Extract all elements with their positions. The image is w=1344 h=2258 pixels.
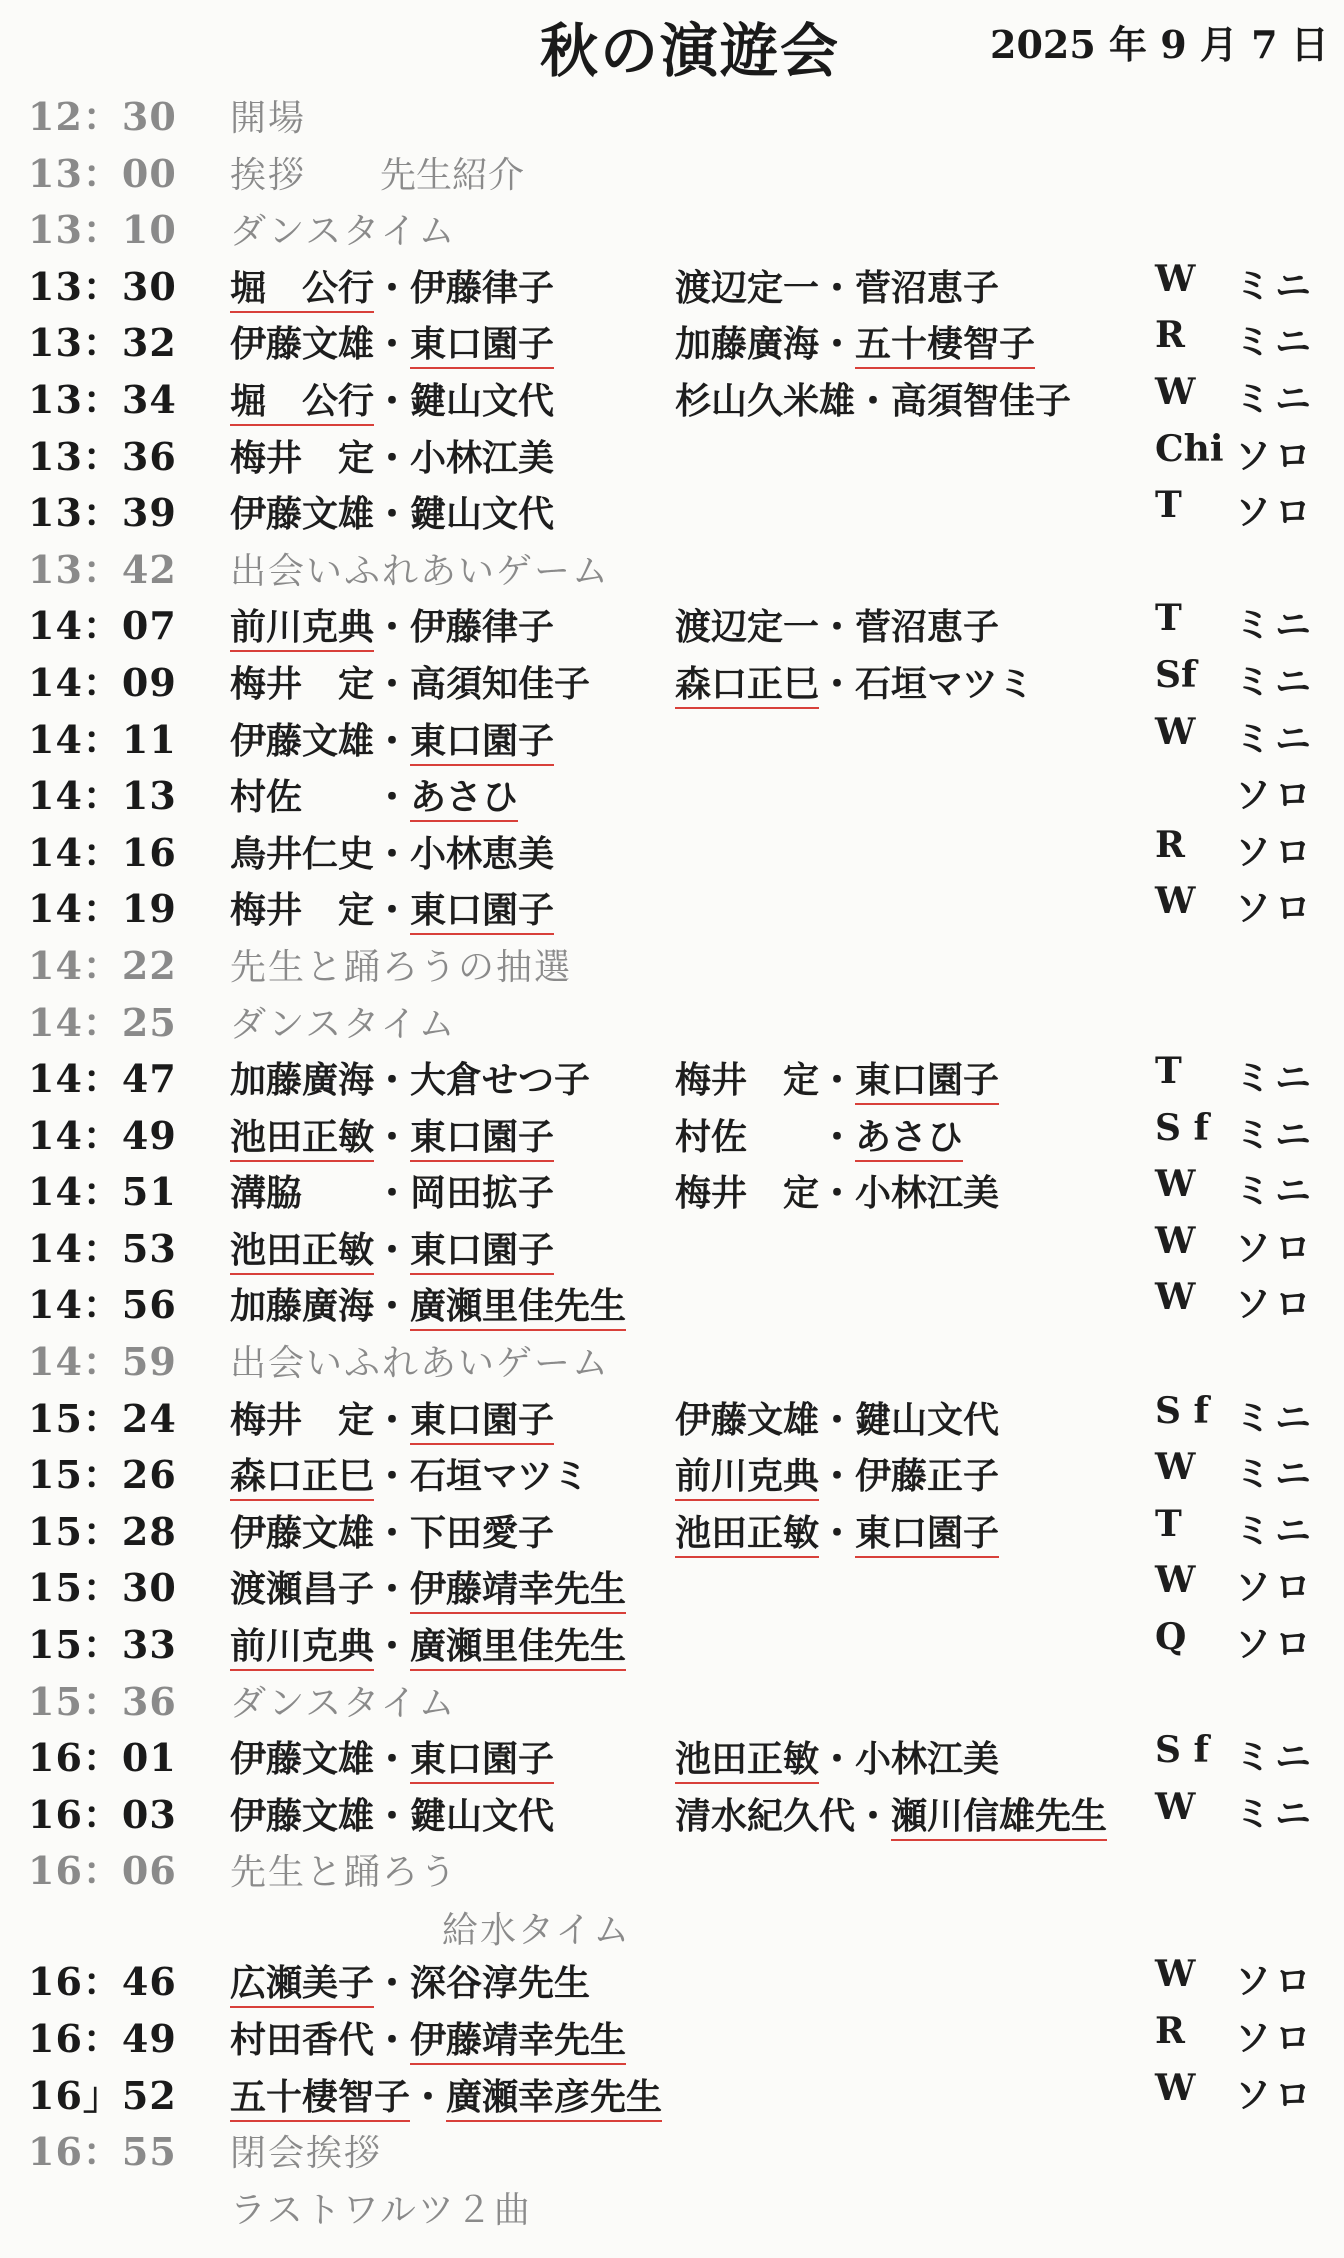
name-separator: ・ [374, 776, 411, 819]
time-slot: 14：56 [28, 1282, 177, 1328]
pair-one [230, 826, 554, 877]
name-separator: ・ [374, 379, 411, 422]
pair-two [675, 1731, 999, 1782]
time-slot: 16：06 [28, 1848, 177, 1894]
dance-type: R [1155, 2010, 1185, 2052]
partner-name: 大倉せつ子 [410, 1059, 591, 1102]
time-slot: 14：53 [28, 1225, 177, 1271]
name-separator: ・ [819, 1455, 856, 1498]
schedule-performance-row [0, 478, 1344, 535]
partner-name: 加藤廣海 [230, 1059, 375, 1102]
pair-two [675, 316, 1035, 367]
schedule-event-row [0, 1667, 1344, 1724]
schedule-performance-row [0, 422, 1344, 479]
schedule-performance-row [0, 705, 1344, 762]
time-slot: 16：49 [28, 2016, 177, 2061]
schedule-performance-row [0, 1044, 1344, 1101]
event-title: 開場 [230, 98, 307, 139]
event-title: ダンスタイム [230, 1682, 457, 1724]
time-slot: 14：25 [28, 999, 177, 1045]
name-separator: ・ [374, 1794, 411, 1837]
partner-name: 伊藤文雄 [230, 1738, 375, 1781]
page-title: 秋の演遊会 [540, 17, 841, 85]
performance-format: ソロ [1235, 434, 1316, 477]
partner-name: 小林江美 [855, 1172, 1000, 1215]
performance-format: ソロ [1235, 887, 1316, 930]
name-separator: ・ [855, 379, 892, 422]
performance-format: ソロ [1235, 1623, 1316, 1666]
partner-name: 岡田拡子 [410, 1172, 555, 1215]
dance-type: W [1155, 370, 1196, 413]
partner-name: 伊藤文雄 [230, 323, 375, 366]
partner-name: 東口園子 [410, 1399, 554, 1445]
pair-one [230, 713, 554, 764]
dance-type: Sf [1155, 653, 1197, 696]
time-slot: 14：47 [28, 1056, 177, 1102]
partner-name: 梅井 定 [230, 1398, 375, 1441]
partner-name: 伊藤文雄 [230, 1511, 375, 1554]
time-slot: 14：49 [28, 1112, 177, 1158]
dance-type: S f [1155, 1389, 1210, 1432]
schedule-performance-row [0, 1157, 1344, 1214]
pair-one [230, 1561, 626, 1612]
performance-format: ソロ [1235, 1226, 1316, 1269]
partner-name: 菅沼恵子 [855, 266, 1000, 309]
schedule-performance-row [0, 365, 1344, 422]
partner-name: 伊藤靖幸先生 [410, 2019, 626, 2065]
partner-name: 伊藤律子 [410, 606, 555, 649]
partner-name: 森口正巳 [675, 663, 819, 709]
schedule-performance-row [0, 591, 1344, 648]
name-separator: ・ [374, 1568, 411, 1611]
time-slot: 14：22 [28, 942, 177, 988]
pair-one [230, 1618, 626, 1669]
schedule-performance-row [0, 2061, 1344, 2118]
time-slot: 14：59 [28, 1339, 177, 1385]
pair-one [230, 1392, 554, 1443]
pair-two [675, 1448, 999, 1499]
schedule-event-row [0, 2117, 1344, 2174]
pair-one [230, 1052, 590, 1103]
partner-name: あさひ [410, 776, 518, 822]
pair-two [675, 656, 1034, 707]
schedule-event-row [0, 988, 1344, 1045]
pair-one [230, 1165, 554, 1216]
partner-name: 伊藤靖幸先生 [410, 1568, 626, 1614]
dance-type: W [1155, 880, 1196, 923]
time-slot: 14：11 [28, 716, 177, 762]
time-slot: 13：34 [28, 376, 177, 422]
partner-name: 伊藤正子 [855, 1455, 1000, 1498]
time-slot: 13：32 [28, 320, 177, 366]
partner-name: 前川克典 [675, 1455, 819, 1501]
event-title: 挨拶 [230, 154, 307, 196]
pair-two [675, 599, 999, 650]
dance-type: W [1155, 1953, 1196, 1996]
schedule-event-row [0, 2174, 1344, 2231]
partner-name: 前川克典 [230, 1625, 374, 1671]
pair-two [675, 1165, 999, 1216]
partner-name: 小林江美 [410, 436, 555, 479]
performance-format: ソロ [1235, 1283, 1316, 1326]
performance-format: ミニ [1235, 1792, 1316, 1835]
pair-one [230, 1278, 626, 1329]
partner-name: 伊藤文雄 [230, 719, 375, 762]
partner-name: 鍵山文代 [410, 379, 555, 422]
time-slot: 16：46 [28, 1959, 177, 2005]
partner-name: 五十棲智子 [855, 323, 1035, 369]
name-separator: ・ [855, 1794, 892, 1837]
pair-one [230, 1788, 554, 1839]
partner-name: 前川克典 [230, 606, 374, 652]
partner-name: 鍵山文代 [410, 1794, 555, 1837]
dance-type: W [1155, 710, 1196, 753]
time-slot: 14：16 [28, 829, 177, 875]
name-separator: ・ [374, 889, 411, 932]
partner-name: 鍵山文代 [855, 1398, 1000, 1441]
pair-one [230, 1731, 554, 1782]
name-separator: ・ [374, 323, 411, 366]
partner-name: 池田正敏 [675, 1738, 819, 1784]
partner-name: 清水紀久代 [675, 1794, 856, 1837]
performance-format: ミニ [1235, 1453, 1316, 1496]
schedule-performance-row [0, 2004, 1344, 2061]
dance-type: Chi [1155, 427, 1224, 470]
dance-type: W [1155, 1219, 1196, 1262]
name-separator: ・ [374, 1059, 411, 1102]
time-slot: 13：42 [28, 546, 177, 592]
partner-name: 森口正巳 [230, 1455, 374, 1501]
partner-name: 鳥井仁史 [230, 832, 375, 875]
schedule-performance-row [0, 1384, 1344, 1441]
partner-name: 堀 公行 [230, 380, 374, 426]
partner-name: 渡瀬昌子 [230, 1568, 375, 1611]
name-separator: ・ [819, 1059, 856, 1102]
dance-type: W [1155, 257, 1196, 300]
partner-name: 村佐 [230, 776, 375, 819]
partner-name: 五十棲智子 [230, 2076, 410, 2122]
partner-name: 東口園子 [855, 1512, 999, 1558]
event-title: ラストワルツ２曲 [230, 2189, 532, 2231]
partner-name: 溝脇 [230, 1172, 375, 1215]
name-separator: ・ [819, 1115, 856, 1158]
time-slot: 13：00 [28, 150, 177, 196]
partner-name: 広瀬美子 [230, 1962, 374, 2008]
pair-one [230, 2069, 662, 2120]
partner-name: 堀 公行 [230, 267, 374, 313]
name-separator: ・ [374, 1511, 411, 1554]
name-separator: ・ [374, 1398, 411, 1441]
partner-name: 梅井 定 [675, 1059, 820, 1102]
schedule-performance-row [0, 1780, 1344, 1837]
event-title: 先生と踊ろうの抽選 [230, 946, 573, 988]
time-slot: 16：55 [28, 2129, 177, 2175]
partner-name: 東口園子 [410, 720, 554, 766]
performance-format: ソロ [1235, 2017, 1316, 2059]
performance-format: ミニ [1235, 604, 1316, 647]
partner-name: 高須知佳子 [410, 662, 591, 705]
partner-name: 小林恵美 [410, 832, 555, 875]
dance-type: S f [1155, 1106, 1210, 1149]
name-separator: ・ [374, 719, 411, 762]
partner-name: 瀬川信雄先生 [891, 1795, 1107, 1841]
performance-format: ミニ [1235, 717, 1316, 760]
partner-name: 加藤廣海 [230, 1285, 375, 1328]
name-separator: ・ [374, 1738, 411, 1781]
schedule-performance-row [0, 648, 1344, 705]
performance-format: ミニ [1235, 321, 1316, 364]
schedule-performance-row [0, 1723, 1344, 1780]
name-separator: ・ [374, 266, 411, 309]
schedule-performance-row [0, 1214, 1344, 1271]
time-slot: 16：01 [28, 1735, 177, 1781]
performance-format: ミニ [1235, 377, 1316, 420]
pair-two [675, 1505, 999, 1556]
time-slot: 14：13 [28, 773, 177, 819]
pair-two [675, 1109, 963, 1160]
name-separator: ・ [819, 1511, 856, 1554]
pair-one [230, 769, 518, 820]
partner-name: 菅沼恵子 [855, 606, 1000, 649]
pair-two [675, 1052, 999, 1103]
dance-type: R [1155, 314, 1185, 357]
performance-format: ミニ [1235, 1057, 1316, 1100]
time-slot: 16」52 [28, 2072, 177, 2118]
name-separator: ・ [374, 1228, 411, 1271]
dance-type: T [1155, 484, 1182, 527]
partner-name: 梅井 定 [230, 889, 375, 932]
time-slot: 16：03 [28, 1791, 177, 1837]
name-separator: ・ [819, 323, 856, 366]
time-slot: 15：24 [28, 1395, 177, 1441]
partner-name: 鍵山文代 [410, 493, 555, 536]
dance-type: R [1155, 823, 1185, 866]
name-separator: ・ [374, 1625, 411, 1668]
dance-type: Q [1155, 1616, 1187, 1659]
dance-type: W [1155, 1446, 1196, 1489]
schedule-event-row [0, 139, 1344, 196]
schedule-performance-row [0, 308, 1344, 365]
dance-type: T [1155, 1502, 1182, 1545]
dance-type: W [1155, 2066, 1196, 2109]
partner-name: 東口園子 [410, 323, 554, 369]
schedule-event-row [0, 1836, 1344, 1952]
partner-name: 小林江美 [855, 1738, 1000, 1781]
partner-name: 伊藤律子 [410, 266, 555, 309]
partner-name: 伊藤文雄 [230, 1794, 375, 1837]
name-separator: ・ [374, 1962, 411, 2005]
name-separator: ・ [374, 1172, 411, 1215]
schedule-performance-row [0, 1610, 1344, 1667]
name-separator: ・ [819, 662, 856, 705]
time-slot: 13：36 [28, 433, 177, 479]
event-title: 出会いふれあいゲーム [230, 550, 611, 592]
name-separator: ・ [374, 1115, 411, 1158]
performance-format: ミニ [1235, 1396, 1316, 1439]
partner-name: 下田愛子 [410, 1511, 555, 1554]
schedule-event-row [0, 1327, 1344, 1384]
pair-one [230, 1955, 590, 2006]
pair-one [230, 1222, 554, 1273]
performance-format: ソロ [1235, 491, 1316, 534]
dance-type: W [1155, 1163, 1196, 1206]
time-slot: 13：30 [28, 263, 177, 309]
partner-name: 東口園子 [855, 1059, 999, 1105]
pair-one [230, 599, 554, 650]
event-title: 閉会挨拶 [230, 2133, 383, 2175]
performance-format: ミニ [1235, 264, 1316, 307]
schedule-performance-row [0, 1101, 1344, 1158]
pair-one [230, 373, 554, 424]
schedule-event-row [0, 195, 1344, 252]
time-slot: 15：33 [28, 1622, 177, 1668]
partner-name: 池田正敏 [675, 1512, 819, 1558]
schedule-performance-row [0, 1553, 1344, 1610]
partner-name: 東口園子 [410, 889, 554, 935]
partner-name: 石垣マツミ [410, 1455, 589, 1498]
event-title: ダンスタイム [230, 211, 457, 253]
pair-two [675, 373, 1071, 424]
pair-one [230, 882, 554, 933]
name-separator: ・ [374, 606, 411, 649]
dance-type: T [1155, 1050, 1182, 1093]
performance-format: ソロ [1235, 1960, 1316, 2003]
time-slot: 12：30 [28, 94, 177, 139]
event-title: 先生と踊ろう [230, 1852, 459, 1894]
partner-name: 梅井 定 [230, 436, 375, 479]
pair-two [675, 1392, 999, 1443]
schedule-performance-row [0, 874, 1344, 931]
pair-two [675, 260, 999, 311]
time-slot: 15：30 [28, 1565, 177, 1611]
name-separator: ・ [410, 2075, 447, 2118]
schedule-performance-row [0, 1947, 1344, 2004]
program-schedule [0, 82, 1344, 2230]
schedule-event-row [0, 535, 1344, 592]
time-slot: 14：07 [28, 603, 177, 649]
partner-name: 池田正敏 [230, 1229, 374, 1275]
pair-one [230, 1109, 554, 1160]
name-separator: ・ [374, 493, 411, 536]
partner-name: 梅井 定 [230, 662, 375, 705]
partner-name: 深谷淳先生 [410, 1962, 591, 2005]
partner-name: 村佐 [675, 1115, 820, 1158]
pair-one [230, 430, 554, 481]
time-slot: 14：19 [28, 886, 177, 932]
pair-one [230, 316, 554, 367]
name-separator: ・ [374, 436, 411, 479]
partner-name: 渡辺定一 [675, 606, 820, 649]
partner-name: 池田正敏 [230, 1116, 374, 1162]
partner-name: 杉山久米雄 [675, 379, 856, 422]
schedule-performance-row [0, 1497, 1344, 1554]
event-note: 給水タイム [442, 1910, 632, 1952]
partner-name: 廣瀬幸彦先生 [446, 2076, 662, 2122]
time-slot: 13：10 [28, 207, 177, 253]
dance-type: T [1155, 597, 1182, 640]
performance-format: ミニ [1235, 660, 1316, 703]
performance-format: ミニ [1235, 1170, 1316, 1213]
partner-name: 東口園子 [410, 1229, 554, 1275]
performance-format: ミニ [1235, 1113, 1316, 1156]
pair-two [675, 1788, 1107, 1839]
partner-name: 伊藤文雄 [675, 1398, 820, 1441]
schedule-event-row [0, 82, 1344, 139]
schedule-performance-row [0, 1440, 1344, 1497]
name-separator: ・ [374, 832, 411, 875]
pair-one [230, 260, 554, 311]
name-separator: ・ [819, 1398, 856, 1441]
dance-type: S f [1155, 1729, 1210, 1772]
dance-type: W [1155, 1276, 1196, 1319]
name-separator: ・ [819, 1172, 856, 1215]
name-separator: ・ [819, 1738, 856, 1781]
performance-format: ソロ [1235, 1566, 1316, 1609]
partner-name: 高須智佳子 [891, 379, 1072, 422]
dance-type: W [1155, 1785, 1196, 1828]
pair-one [230, 1505, 554, 1556]
partner-name: 廣瀬里佳先生 [410, 1285, 626, 1331]
performance-format: ソロ [1235, 2073, 1316, 2116]
partner-name: 梅井 定 [675, 1172, 820, 1215]
time-slot: 15：36 [28, 1678, 177, 1724]
pair-one [230, 486, 554, 537]
schedule-performance-row [0, 761, 1344, 818]
partner-name: 加藤廣海 [675, 323, 820, 366]
time-slot: 15：26 [28, 1452, 177, 1498]
schedule-performance-row [0, 1270, 1344, 1327]
event-date: 2025 年 9 月 7 日 [990, 22, 1329, 67]
dance-type: W [1155, 1559, 1196, 1602]
performance-format: ミニ [1235, 1509, 1316, 1552]
schedule-performance-row [0, 818, 1344, 875]
partner-name: 東口園子 [410, 1116, 554, 1162]
name-separator: ・ [819, 266, 856, 309]
event-title: ダンスタイム [230, 1003, 457, 1045]
performance-format: ミニ [1235, 1736, 1316, 1779]
time-slot: 13：39 [28, 490, 177, 536]
partner-name: 石垣マツミ [855, 662, 1034, 705]
name-separator: ・ [374, 2019, 411, 2061]
partner-name: 東口園子 [410, 1738, 554, 1784]
partner-name: 渡辺定一 [675, 266, 820, 309]
event-subtitle: 先生紹介 [380, 154, 525, 196]
pair-one [230, 656, 590, 707]
performance-format: ソロ [1235, 774, 1316, 817]
pair-one [230, 2012, 626, 2063]
name-separator: ・ [374, 1455, 411, 1498]
event-title: 出会いふれあいゲーム [230, 1343, 611, 1385]
partner-name: 廣瀬里佳先生 [410, 1625, 626, 1671]
pair-one [230, 1448, 589, 1499]
partner-name: 伊藤文雄 [230, 493, 375, 536]
name-separator: ・ [819, 606, 856, 649]
time-slot: 14：09 [28, 659, 177, 705]
time-slot: 15：28 [28, 1508, 177, 1554]
program-header [0, 0, 1344, 90]
schedule-performance-row [0, 252, 1344, 309]
name-separator: ・ [374, 1285, 411, 1328]
performance-format: ソロ [1235, 830, 1316, 873]
name-separator: ・ [374, 662, 411, 705]
partner-name: あさひ [855, 1116, 963, 1162]
partner-name: 村田香代 [230, 2019, 375, 2061]
schedule-event-row [0, 931, 1344, 988]
time-slot: 14：51 [28, 1169, 177, 1215]
